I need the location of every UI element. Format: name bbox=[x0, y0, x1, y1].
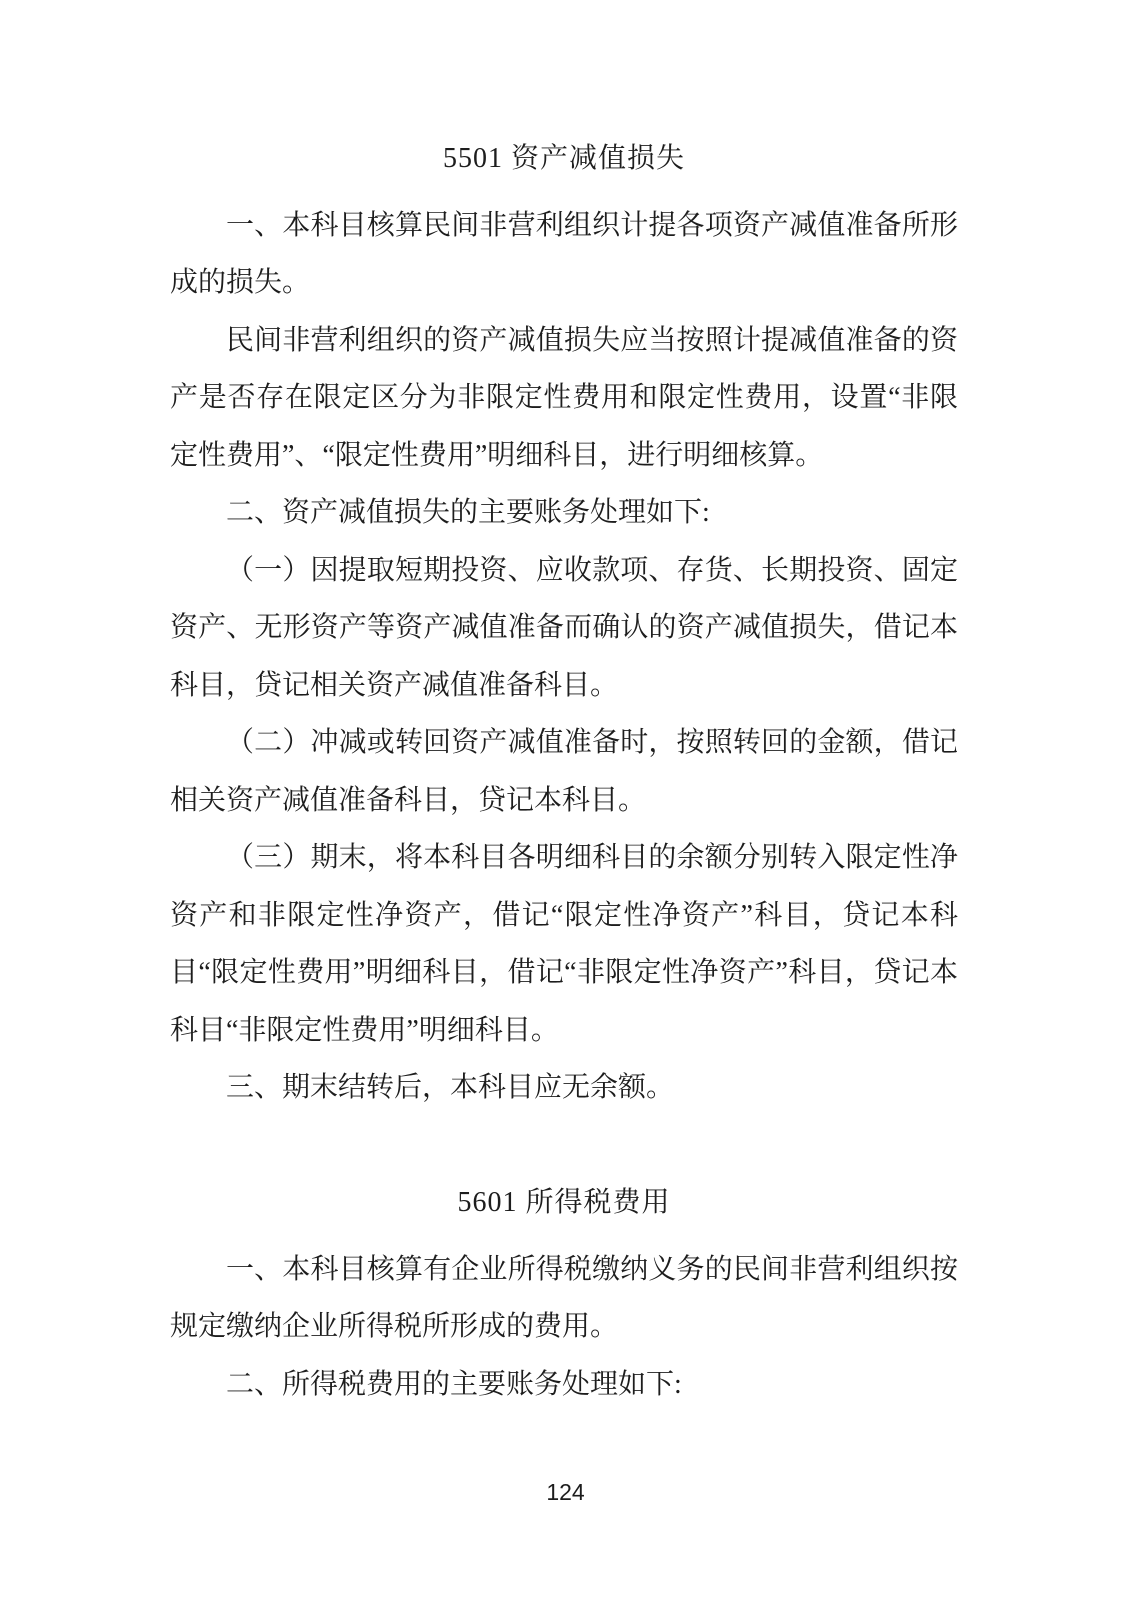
section-title-5601: 5601 所得税费用 bbox=[457, 1187, 671, 1218]
paragraph: 民间非营利组织的资产减值损失应当按照计提减值准备的资产是否存在限定区分为非限定性费用和限定性费用，设置“非限定性费用”、“限定性费用”明细科目，进行明细核算。 bbox=[170, 324, 958, 471]
paragraph: 三、期末结转后，本科目应无余额。 bbox=[226, 1072, 675, 1103]
section-5601 bbox=[170, 1174, 958, 1413]
paragraph: 二、资产减值损失的主要账务处理如下: bbox=[226, 497, 710, 528]
paragraph: （二）冲减或转回资产减值准备时，按照转回的金额，借记相关资产减值准备科目，贷记本科目。 bbox=[170, 727, 958, 816]
paragraph: 一、本科目核算有企业所得税缴纳义务的民间非营利组织按规定缴纳企业所得税所形成的费用。 bbox=[170, 1253, 958, 1342]
paragraph: 一、本科目核算民间非营利组织计提各项资产减值准备所形成的损失。 bbox=[170, 209, 958, 298]
section-title-5501: 5501 资产减值损失 bbox=[442, 143, 685, 174]
paragraph: 二、所得税费用的主要账务处理如下: bbox=[226, 1368, 682, 1400]
page-number: 124 bbox=[546, 1479, 585, 1505]
document-content bbox=[170, 130, 958, 1413]
paragraph: （一）因提取短期投资、应收款项、存货、长期投资、固定资产、无形资产等资产减值准备而确认的资产减值损失，借记本科目，贷记相关资产减值准备科目。 bbox=[170, 554, 958, 701]
section-5501 bbox=[170, 130, 958, 1117]
paragraph: （三）期末，将本科目各明细科目的余额分别转入限定性净资产和非限定性净资产，借记“限定性净资产”科目，贷记本科目“限定性费用”明细科目，借记“非限定性净资产”科目，贷记本科目“非限定性费用”明细科目。 bbox=[170, 842, 958, 1046]
